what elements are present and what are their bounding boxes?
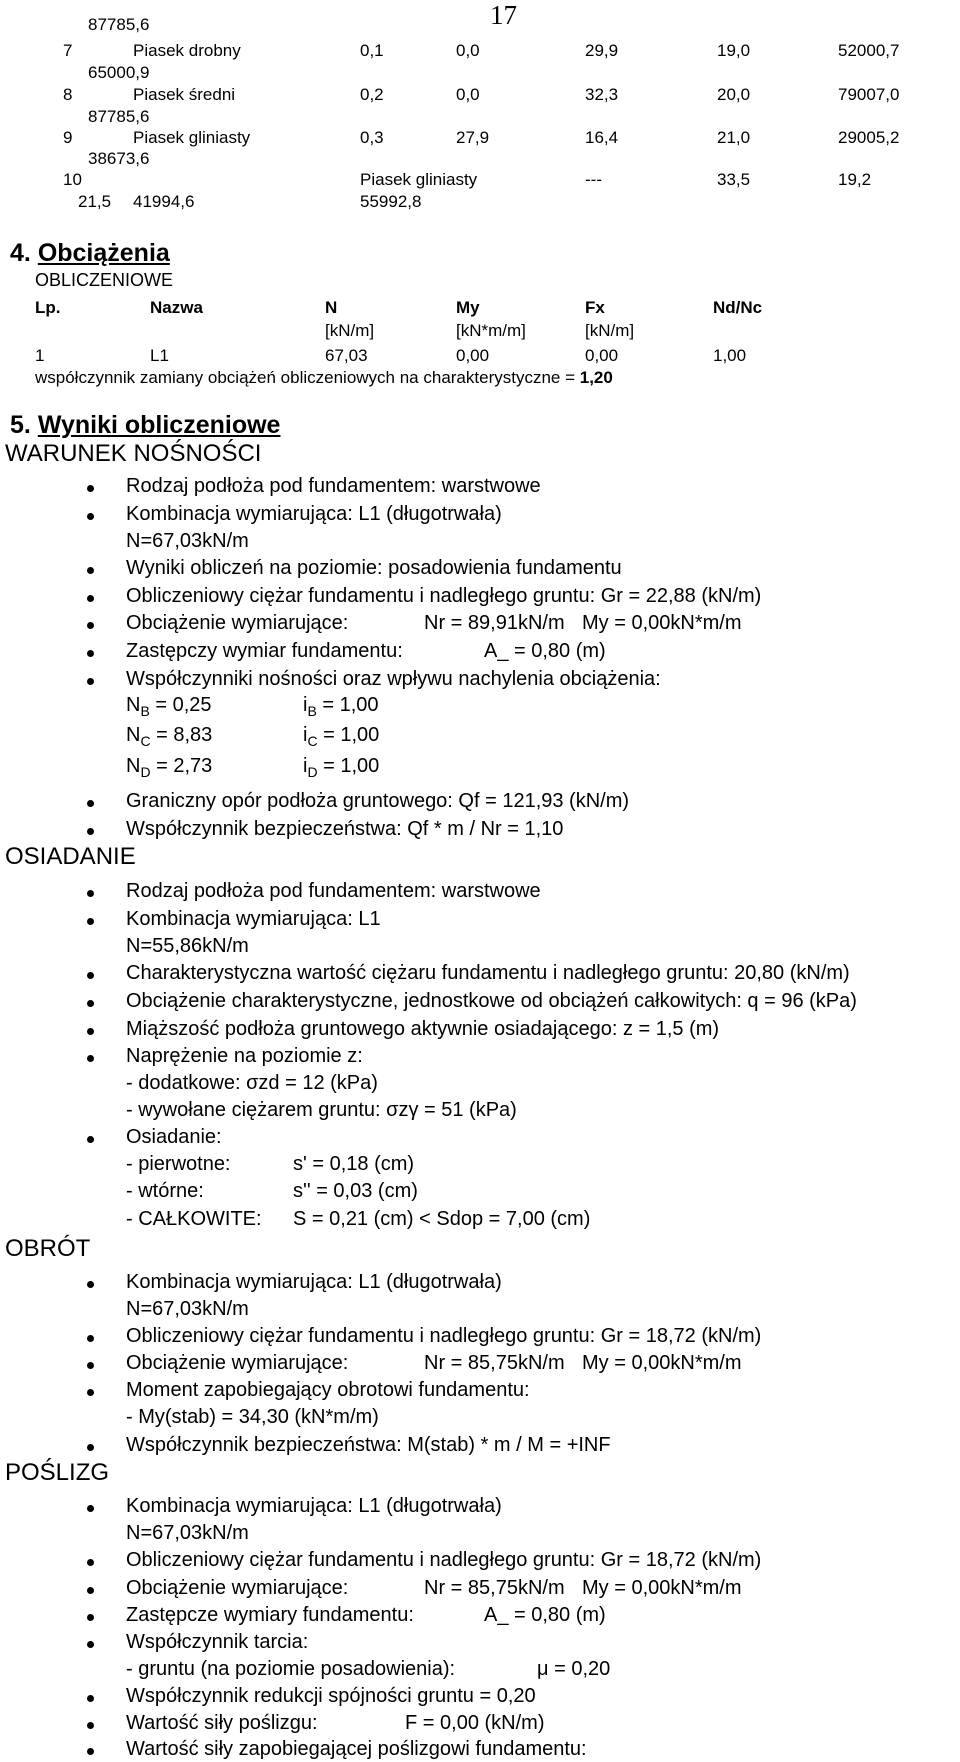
bullet-icon bbox=[87, 567, 94, 574]
table-cell: 21,0 bbox=[717, 128, 751, 147]
list-item: Rodzaj podłoża pod fundamentem: warstwowe bbox=[126, 880, 541, 902]
list-item: Wyniki obliczeń na poziomie: posadowienia fundamentu bbox=[126, 557, 622, 579]
list-item: Kombinacja wymiarująca: L1 (długotrwała) bbox=[126, 503, 502, 525]
table-cell: 27,9 bbox=[456, 128, 490, 147]
list-value: Nr = 85,75kN/m bbox=[424, 1577, 565, 1599]
coef-value: = 1,00 bbox=[317, 755, 380, 777]
table-cell: Piasek gliniasty bbox=[360, 170, 478, 189]
bullet-icon bbox=[87, 1389, 94, 1396]
list-item: Graniczny opór podłoża gruntowego: Qf = 121,93 (kN/m) bbox=[126, 790, 630, 812]
list-item: - wtórne: bbox=[126, 1180, 204, 1202]
list-item: Obciążenie wymiarujące: bbox=[126, 1352, 349, 1374]
list-item: Rodzaj podłoża pod fundamentem: warstwowe bbox=[126, 475, 541, 497]
table-row: 65000,9 bbox=[88, 63, 150, 82]
bullet-icon bbox=[87, 1055, 94, 1062]
column-header: My bbox=[456, 298, 480, 317]
table-cell: 52000,7 bbox=[838, 41, 900, 60]
coef-symbol: i bbox=[303, 694, 308, 716]
bullet-icon bbox=[87, 1722, 94, 1729]
unit-label: [kN/m] bbox=[585, 321, 635, 340]
bullet-icon bbox=[87, 1641, 94, 1648]
table-cell: 20,0 bbox=[717, 85, 751, 104]
list-item: Zastępczy wymiar fundamentu: bbox=[126, 640, 403, 662]
column-header: Nd/Nc bbox=[713, 298, 763, 317]
list-value: S = 0,21 (cm) < Sdop = 7,00 (cm) bbox=[293, 1208, 591, 1230]
coef-subscript: C bbox=[140, 733, 151, 749]
coef-value: = 0,25 bbox=[149, 694, 212, 716]
table-cell: 0,0 bbox=[456, 41, 480, 60]
bullet-icon bbox=[87, 1000, 94, 1007]
list-item: Wartość siły poślizgu: bbox=[126, 1712, 318, 1734]
coef-subscript: D bbox=[140, 764, 151, 780]
table-cell: L1 bbox=[150, 346, 169, 365]
list-item: Kombinacja wymiarująca: L1 (długotrwała) bbox=[126, 1271, 502, 1293]
list-item: N=55,86kN/m bbox=[126, 935, 249, 957]
loads-subtitle: OBLICZENIOWE bbox=[35, 270, 174, 290]
table-cell: 0,3 bbox=[360, 128, 384, 147]
unit-label: [kN/m] bbox=[325, 321, 375, 340]
coef-value: = 1,00 bbox=[317, 724, 380, 746]
subsection-heading: OSIADANIE bbox=[5, 843, 136, 870]
list-value: Nr = 89,91kN/m bbox=[424, 612, 565, 634]
coef-subscript: B bbox=[140, 703, 150, 719]
coefficient-row bbox=[126, 724, 212, 747]
table-cell: 32,3 bbox=[585, 85, 619, 104]
bullet-icon bbox=[87, 678, 94, 685]
section-number: 5. bbox=[10, 411, 31, 439]
list-item: Osiadanie: bbox=[126, 1126, 222, 1148]
bullet-icon bbox=[87, 1444, 94, 1451]
table-cell: 0,1 bbox=[360, 41, 384, 60]
table-cell: 29,9 bbox=[585, 41, 619, 60]
table-cell: 79007,0 bbox=[838, 85, 900, 104]
list-item: Kombinacja wymiarująca: L1 (długotrwała) bbox=[126, 1495, 502, 1517]
list-item: Naprężenie na poziomie z: bbox=[126, 1045, 363, 1067]
bullet-icon bbox=[87, 1362, 94, 1369]
coef-symbol: N bbox=[126, 755, 141, 777]
list-item: Obciążenie wymiarujące: bbox=[126, 612, 349, 634]
list-item: Moment zapobiegający obrotowi fundamentu: bbox=[126, 1379, 530, 1401]
list-item: N=67,03kN/m bbox=[126, 530, 249, 552]
bullet-icon bbox=[87, 595, 94, 602]
coef-subscript: C bbox=[307, 733, 318, 749]
list-value: Nr = 85,75kN/m bbox=[424, 1352, 565, 1374]
table-cell: 33,5 bbox=[717, 170, 751, 189]
bullet-icon bbox=[87, 828, 94, 835]
list-value: μ = 0,20 bbox=[537, 1658, 611, 1680]
list-value: My = 0,00kN*m/m bbox=[582, 1577, 742, 1599]
table-cell: Piasek gliniasty bbox=[133, 128, 251, 147]
bullet-icon bbox=[87, 800, 94, 807]
list-item: - CAŁKOWITE: bbox=[126, 1208, 262, 1230]
list-item: Charakterystyczna wartość ciężaru fundamentu i nadległego gruntu: 20,80 (kN/m) bbox=[126, 962, 850, 984]
table-cell: 67,03 bbox=[325, 346, 368, 365]
table-cell: 0,00 bbox=[585, 346, 619, 365]
table-cell: 41994,6 bbox=[133, 192, 195, 211]
table-row: 38673,6 bbox=[88, 149, 150, 168]
list-item: Zastępcze wymiary fundamentu: bbox=[126, 1604, 414, 1626]
list-item: Współczynniki nośności oraz wpływu nachylenia obciążenia: bbox=[126, 668, 661, 690]
list-item: Obliczeniowy ciężar fundamentu i nadległego gruntu: Gr = 18,72 (kN/m) bbox=[126, 1325, 762, 1347]
coef-symbol: i bbox=[303, 724, 308, 746]
coefficient-row bbox=[303, 724, 379, 747]
list-value: s'' = 0,03 (cm) bbox=[293, 1180, 418, 1202]
table-cell: 16,4 bbox=[585, 128, 619, 147]
list-value: s' = 0,18 (cm) bbox=[293, 1153, 415, 1175]
table-cell: 21,5 bbox=[78, 192, 112, 211]
bullet-icon bbox=[87, 1748, 94, 1755]
column-header: Fx bbox=[585, 298, 605, 317]
table-cell: 10 bbox=[63, 170, 82, 189]
list-item: Współczynnik bezpieczeństwa: M(stab) * m / M = +INF bbox=[126, 1434, 611, 1456]
list-item: - pierwotne: bbox=[126, 1153, 231, 1175]
table-cell: 19,2 bbox=[838, 170, 872, 189]
list-item: Współczynnik redukcji spójności gruntu = 0,20 bbox=[126, 1685, 536, 1707]
list-item: Wartość siły zapobiegającej poślizgowi fundamentu: bbox=[126, 1738, 587, 1760]
bullet-icon bbox=[87, 1587, 94, 1594]
bullet-icon bbox=[87, 1614, 94, 1621]
list-item: Kombinacja wymiarująca: L1 bbox=[126, 908, 381, 930]
bullet-icon bbox=[87, 1136, 94, 1143]
coef-symbol: N bbox=[126, 724, 141, 746]
section-number: 4. bbox=[10, 239, 31, 267]
bullet-icon bbox=[87, 1335, 94, 1342]
subsection-heading: OBRÓT bbox=[5, 1235, 91, 1262]
list-value: F = 0,00 (kN/m) bbox=[405, 1712, 545, 1734]
list-value: My = 0,00kN*m/m bbox=[582, 612, 742, 634]
table-cell: 0,0 bbox=[456, 85, 480, 104]
bullet-icon bbox=[87, 1281, 94, 1288]
coefficient-row bbox=[126, 755, 212, 778]
section-title: Wyniki obliczeniowe bbox=[37, 411, 281, 439]
coefficient-row bbox=[303, 694, 379, 717]
table-cell: --- bbox=[585, 170, 602, 189]
list-value: A_ = 0,80 (m) bbox=[484, 640, 606, 662]
coef-symbol: N bbox=[126, 694, 141, 716]
section-title: Obciążenia bbox=[37, 239, 170, 267]
table-cell: Piasek drobny bbox=[133, 41, 241, 60]
table-cell: 9 bbox=[63, 128, 73, 147]
table-cell: 8 bbox=[63, 85, 73, 104]
table-cell: 19,0 bbox=[717, 41, 751, 60]
coef-value: = 1,00 bbox=[316, 694, 379, 716]
list-item: N=67,03kN/m bbox=[126, 1298, 249, 1320]
table-cell: 0,2 bbox=[360, 85, 384, 104]
factor-value: 1,20 bbox=[579, 368, 613, 387]
bullet-icon bbox=[87, 513, 94, 520]
list-item: - gruntu (na poziomie posadowienia): bbox=[126, 1658, 456, 1680]
table-cell: 7 bbox=[63, 41, 73, 60]
list-item: Obciążenie charakterystyczne, jednostkowe od obciążeń całkowitych: q = 96 (kPa) bbox=[126, 990, 857, 1012]
list-item: Współczynnik tarcia: bbox=[126, 1631, 309, 1653]
coef-subscript: B bbox=[307, 703, 317, 719]
list-item: Obliczeniowy ciężar fundamentu i nadległego gruntu: Gr = 22,88 (kN/m) bbox=[126, 585, 762, 607]
coef-value: = 2,73 bbox=[150, 755, 213, 777]
bullet-icon bbox=[87, 650, 94, 657]
factor-label: współczynnik zamiany obciążeń obliczeniowych na charakterystyczne = bbox=[35, 368, 580, 387]
bullet-icon bbox=[87, 1695, 94, 1702]
subsection-heading: POŚLIZG bbox=[5, 1459, 110, 1486]
list-item: - wywołane ciężarem gruntu: σzγ = 51 (kPa) bbox=[126, 1099, 517, 1121]
coef-subscript: D bbox=[307, 764, 318, 780]
bullet-icon bbox=[87, 622, 94, 629]
table-cell: 55992,8 bbox=[360, 192, 422, 211]
table-row: 87785,6 bbox=[88, 107, 150, 126]
list-item: Miąższość podłoża gruntowego aktywnie osiadającego: z = 1,5 (m) bbox=[126, 1018, 720, 1040]
section-heading bbox=[10, 411, 280, 440]
bullet-icon bbox=[87, 1505, 94, 1512]
bullet-icon bbox=[87, 1028, 94, 1035]
column-header: N bbox=[325, 298, 338, 317]
list-value: A_ = 0,80 (m) bbox=[484, 1604, 606, 1626]
section-heading bbox=[10, 239, 170, 268]
table-cell: 1 bbox=[35, 346, 45, 365]
table-cell: 29005,2 bbox=[838, 128, 900, 147]
table-cell: Piasek średni bbox=[133, 85, 236, 104]
list-item: Obliczeniowy ciężar fundamentu i nadległego gruntu: Gr = 18,72 (kN/m) bbox=[126, 1549, 762, 1571]
table-cell: 0,00 bbox=[456, 346, 490, 365]
coefficient-row bbox=[126, 694, 212, 717]
bullet-icon bbox=[87, 972, 94, 979]
coefficient-row bbox=[303, 755, 379, 778]
bullet-icon bbox=[87, 890, 94, 897]
coef-symbol: i bbox=[303, 755, 308, 777]
list-item: - My(stab) = 34,30 (kN*m/m) bbox=[126, 1406, 379, 1428]
coef-value: = 8,83 bbox=[150, 724, 213, 746]
conversion-factor bbox=[35, 368, 613, 388]
list-value: My = 0,00kN*m/m bbox=[582, 1352, 742, 1374]
table-cell: 1,00 bbox=[713, 346, 747, 365]
column-header: Lp. bbox=[35, 298, 61, 317]
bullet-icon bbox=[87, 1559, 94, 1566]
bullet-icon bbox=[87, 485, 94, 492]
unit-label: [kN*m/m] bbox=[456, 321, 526, 340]
bullet-icon bbox=[87, 918, 94, 925]
table-row: 87785,6 bbox=[88, 15, 150, 34]
list-item: N=67,03kN/m bbox=[126, 1522, 249, 1544]
list-item: - dodatkowe: σzd = 12 (kPa) bbox=[126, 1072, 378, 1094]
column-header: Nazwa bbox=[150, 298, 203, 317]
list-item: Obciążenie wymiarujące: bbox=[126, 1577, 349, 1599]
list-item: Współczynnik bezpieczeństwa: Qf * m / Nr = 1,10 bbox=[126, 818, 564, 840]
subsection-heading: WARUNEK NOŚNOŚCI bbox=[5, 440, 262, 467]
page-number: 17 bbox=[490, 0, 517, 30]
